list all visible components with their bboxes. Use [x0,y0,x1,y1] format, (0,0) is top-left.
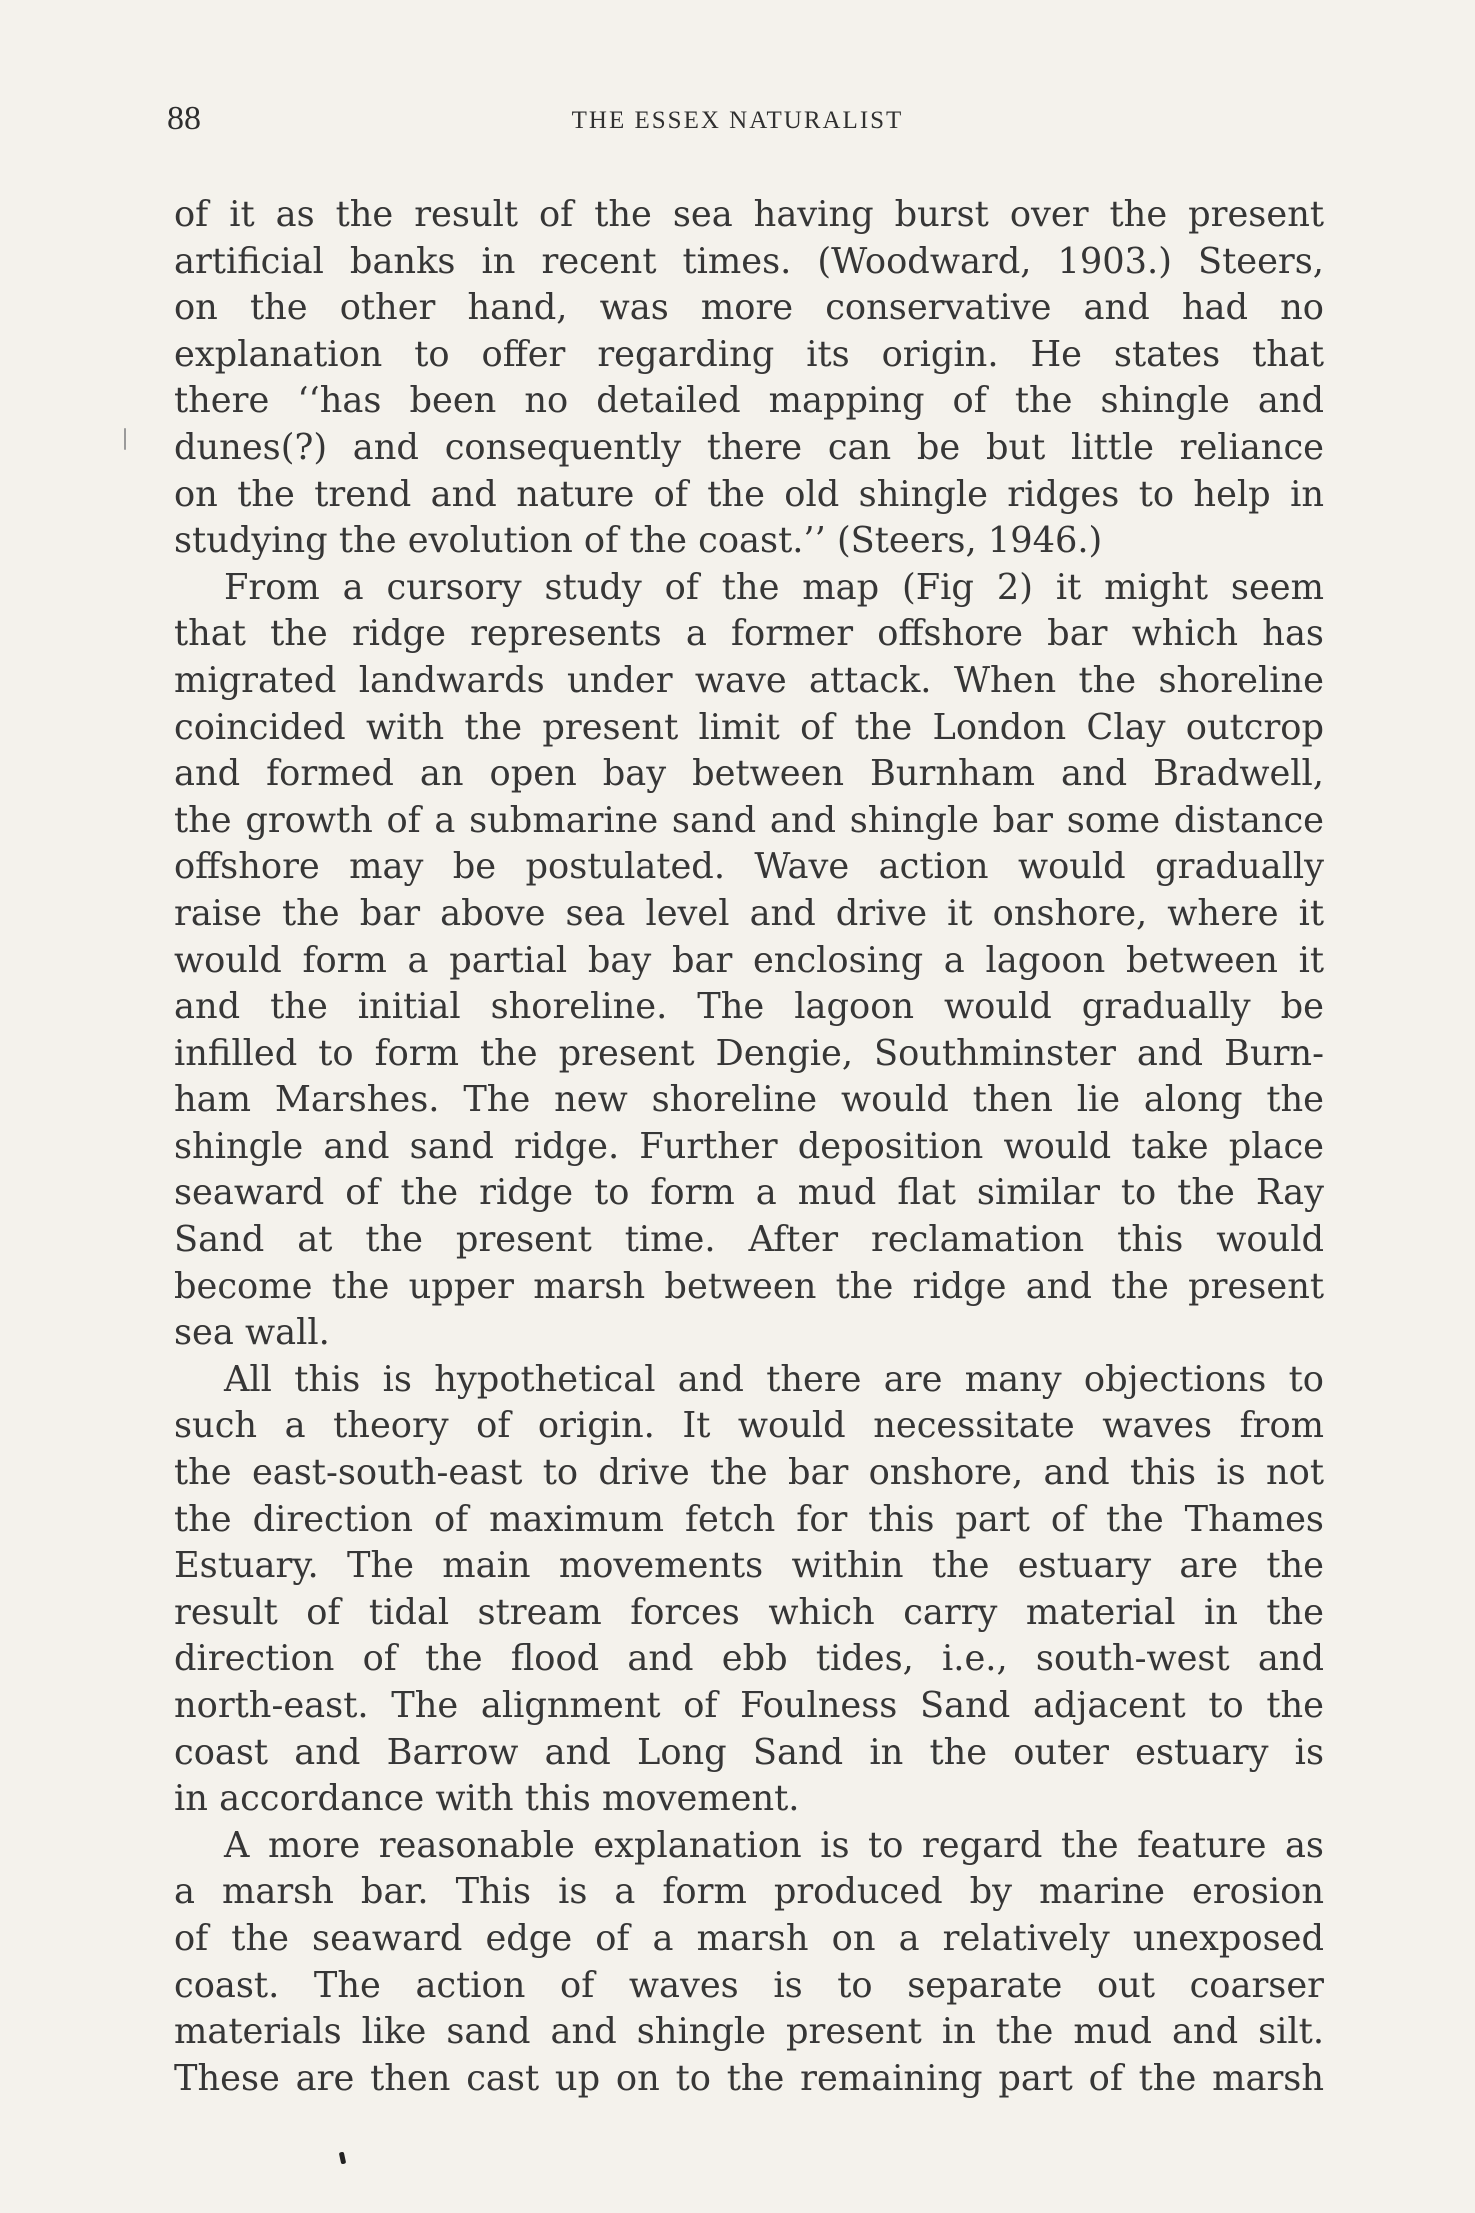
text-line: dunes(?) and consequently there can be but little reliance [174,426,1324,468]
text-line: migrated landwards under wave attack. When the shoreline [174,659,1324,701]
text-line: materials like sand and shingle present in the mud and silt. [174,2011,1324,2053]
text-line: From a cursory study of the map (Fig 2) it might seem [224,566,1324,608]
text-line: that the ridge represents a former offshore bar which has [174,613,1324,655]
text-line: the east-south-east to drive the bar onshore, and this is not [174,1452,1324,1494]
text-line: the growth of a submarine sand and shingle bar some distance [174,799,1324,841]
body-text [174,192,1324,2102]
page-number: 88 [167,100,201,137]
text-line: studying the evolution of the coast.’’ (Steers, 1946.) [174,520,1103,562]
text-line: sea wall. [174,1312,330,1354]
text-line: of it as the result of the sea having burst over the present [174,194,1324,235]
text-line: such a theory of origin. It would necessitate waves from [174,1405,1324,1447]
text-line: Estuary. The main movements within the estuary are the [174,1545,1324,1587]
text-line: and formed an open bay between Burnham and Bradwell, [174,753,1324,795]
text-line: explanation to offer regarding its origin. He states that [174,333,1324,375]
text-line: of the seaward edge of a marsh on a relatively unexposed [174,1917,1324,1959]
paragraph-4 [174,1823,1324,2103]
text-line: in accordance with this movement. [174,1778,800,1820]
text-line: the direction of maximum fetch for this part of the Thames [174,1498,1324,1540]
paragraph-3 [174,1357,1324,1823]
paragraph-1 [174,192,1324,565]
text-line: a marsh bar. This is a form produced by marine erosion [174,1871,1324,1913]
text-line: north-east. The alignment of Foulness Sand adjacent to the [174,1685,1324,1726]
text-line: coast and Barrow and Long Sand in the outer estuary is [174,1731,1324,1773]
paragraph-2 [174,565,1324,1357]
text-line: shingle and sand ridge. Further deposition would take place [174,1125,1324,1167]
text-line: would form a partial bay bar enclosing a lagoon between it [174,939,1324,981]
text-line: seaward of the ridge to form a mud flat similar to the Ray [174,1172,1324,1214]
text-line: These are then cast up on to the remaining part of the marsh [174,2057,1324,2099]
text-line: Sand at the present time. After reclamation this would [174,1219,1324,1261]
text-line: A more reasonable explanation is to regard the feature as [224,1824,1324,1866]
ink-speck [339,2152,346,2165]
running-head: THE ESSEX NATURALIST [571,107,904,134]
text-line: and the initial shoreline. The lagoon would gradually be [174,986,1324,1028]
text-line: raise the bar above sea level and drive it onshore, where it [174,892,1324,934]
text-line: All this is hypothetical and there are many objections to [224,1358,1324,1400]
text-line: become the upper marsh between the ridge and the present [174,1265,1324,1307]
text-line: ham Marshes. The new shoreline would then lie along the [174,1079,1324,1121]
text-line: artificial banks in recent times. (Woodward, 1903.) Steers, [174,240,1324,282]
text-line: infilled to form the present Dengie, Southminster and Burn- [174,1032,1324,1074]
text-line: on the trend and nature of the old shingle ridges to help in [174,473,1324,515]
text-line: offshore may be postulated. Wave action would gradually [174,846,1324,888]
text-line: on the other hand, was more conservative and had no [174,287,1324,329]
text-line: there ‘‘has been no detailed mapping of the shingle and [174,380,1324,422]
text-line: coincided with the present limit of the London Clay outcrop [174,706,1324,748]
margin-mark [124,428,126,450]
text-line: direction of the flood and ebb tides, i.e., south-west and [174,1638,1324,1680]
text-line: coast. The action of waves is to separate out coarser [174,1964,1324,2006]
text-line: result of tidal stream forces which carry material in the [174,1591,1324,1633]
